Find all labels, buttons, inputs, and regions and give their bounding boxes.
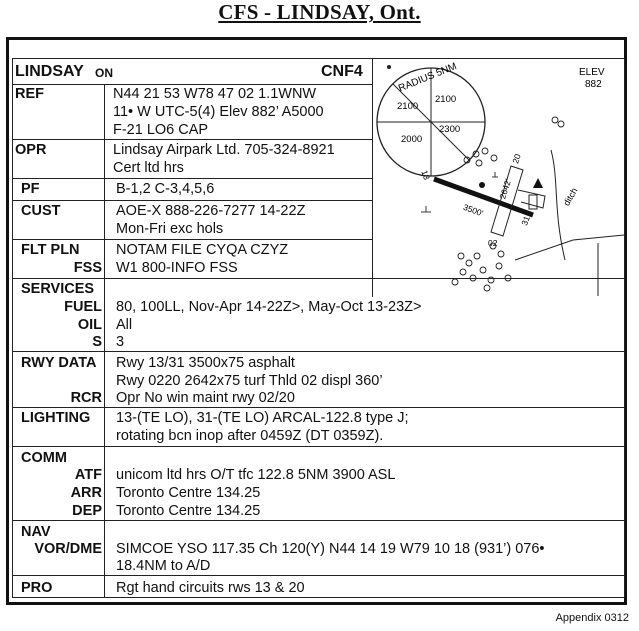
radius-label: RADIUS 5NM: [397, 61, 459, 95]
cust-line-2: Mon-Fri exc hols: [116, 221, 224, 237]
ref-label: REF: [15, 86, 44, 102]
fss-label: FSS: [73, 260, 102, 276]
fltpln-label: FLT PLN: [21, 242, 80, 258]
nav-label: NAV: [21, 524, 51, 540]
rwy-label: RWY DATA: [21, 355, 97, 371]
vordme-label: VOR/DME: [34, 541, 102, 557]
ditch-label: ditch: [561, 185, 580, 208]
ref-line-3: F-21 LO6 CAP: [113, 122, 209, 138]
lighting-line-1: 13-(TE LO), 31-(TE LO) ARCAL-122.8 type J;: [116, 410, 409, 426]
airport-name: LINDSAY: [15, 63, 84, 80]
s-value: 3: [116, 334, 125, 350]
cust-label: CUST: [21, 203, 61, 219]
dep-label: DEP: [72, 503, 102, 519]
rwy-label: 13: [419, 168, 432, 182]
oil-label: OIL: [77, 317, 102, 333]
fuel-value: 80, 100LL, Nov-Apr 14-22Z˃, May-Oct 13-23Z˃: [116, 299, 422, 315]
atf-label: ATF: [74, 467, 102, 483]
services-label: SERVICES: [21, 281, 95, 297]
opr-line-1: Lindsay Airpark Ltd. 705-324-8921: [113, 142, 335, 158]
dep-value: Toronto Centre 134.25: [116, 503, 261, 519]
rwy-line-1: Rwy 13/31 3500x75 asphalt: [116, 355, 295, 371]
opr-line-2: Cert ltd hrs: [113, 160, 184, 176]
elev-label: ELEV: [579, 67, 605, 78]
arr-value: Toronto Centre 134.25: [116, 485, 261, 501]
elev-value: 882: [585, 79, 602, 90]
rwy-label: 31: [519, 214, 532, 227]
page-title: CFS - LINDSAY, Ont.: [218, 0, 421, 24]
s-label: S: [92, 334, 102, 350]
aerodrome-diagram: [373, 60, 624, 296]
lighting-line-2: rotating bcn inop after 0459Z (DT 0359Z).: [116, 428, 384, 444]
sector-label: 2000: [401, 134, 423, 145]
pro-value: Rgt hand circuits rws 13 & 20: [116, 580, 305, 596]
ref-line-1: N44 21 53 W78 47 02 1.1WNW: [113, 86, 317, 102]
airport-ident: CNF4: [321, 63, 363, 80]
nav-line-2: 18.4NM to A/D: [116, 558, 211, 574]
fuel-label: FUEL: [64, 299, 102, 315]
rwy-length: 2642': [497, 177, 514, 201]
opr-label: OPR: [15, 142, 47, 158]
fltpln-line-1: NOTAM FILE CYQA CZYZ: [116, 242, 289, 258]
rwy-length: 3500': [461, 201, 485, 219]
rcr-value: Opr No win maint rwy 02/20: [116, 390, 295, 406]
rwy-label: 20: [510, 152, 523, 165]
pro-label: PRO: [21, 580, 53, 596]
atf-value: unicom ltd hrs O/T tfc 122.8 5NM 3900 ASL: [116, 467, 396, 483]
sector-label: 2100: [397, 101, 419, 112]
nav-line-1: SIMCOE YSO 117.35 Ch 120(Y) N44 14 19 W79 10 18 (931’) 076•: [116, 541, 545, 557]
fltpln-line-2: W1 800-INFO FSS: [116, 260, 238, 276]
cust-line-1: AOE-X 888-226-7277 14-22Z: [116, 203, 306, 219]
comm-label: COMM: [21, 450, 67, 466]
province: ON: [95, 66, 113, 80]
sector-label: 2100: [435, 94, 457, 105]
oil-value: All: [116, 317, 133, 333]
ref-line-2: 11• W UTC-5(4) Elev 882’ A5000: [113, 104, 324, 120]
rwy-label: 02: [488, 238, 498, 248]
appendix-label: Appendix 0312: [555, 612, 629, 624]
marsh-symbols: [421, 172, 498, 212]
pf-value: B-1,2 C-3,4,5,6: [116, 181, 215, 197]
pf-label: PF: [21, 181, 40, 197]
rwy-line-2: Rwy 0220 2642x75 turf Thld 02 displ 360’: [116, 373, 383, 389]
sector-label: 2300: [439, 124, 461, 135]
lighting-label: LIGHTING: [21, 410, 91, 426]
rcr-label: RCR: [70, 390, 102, 406]
arr-label: ARR: [70, 485, 102, 501]
